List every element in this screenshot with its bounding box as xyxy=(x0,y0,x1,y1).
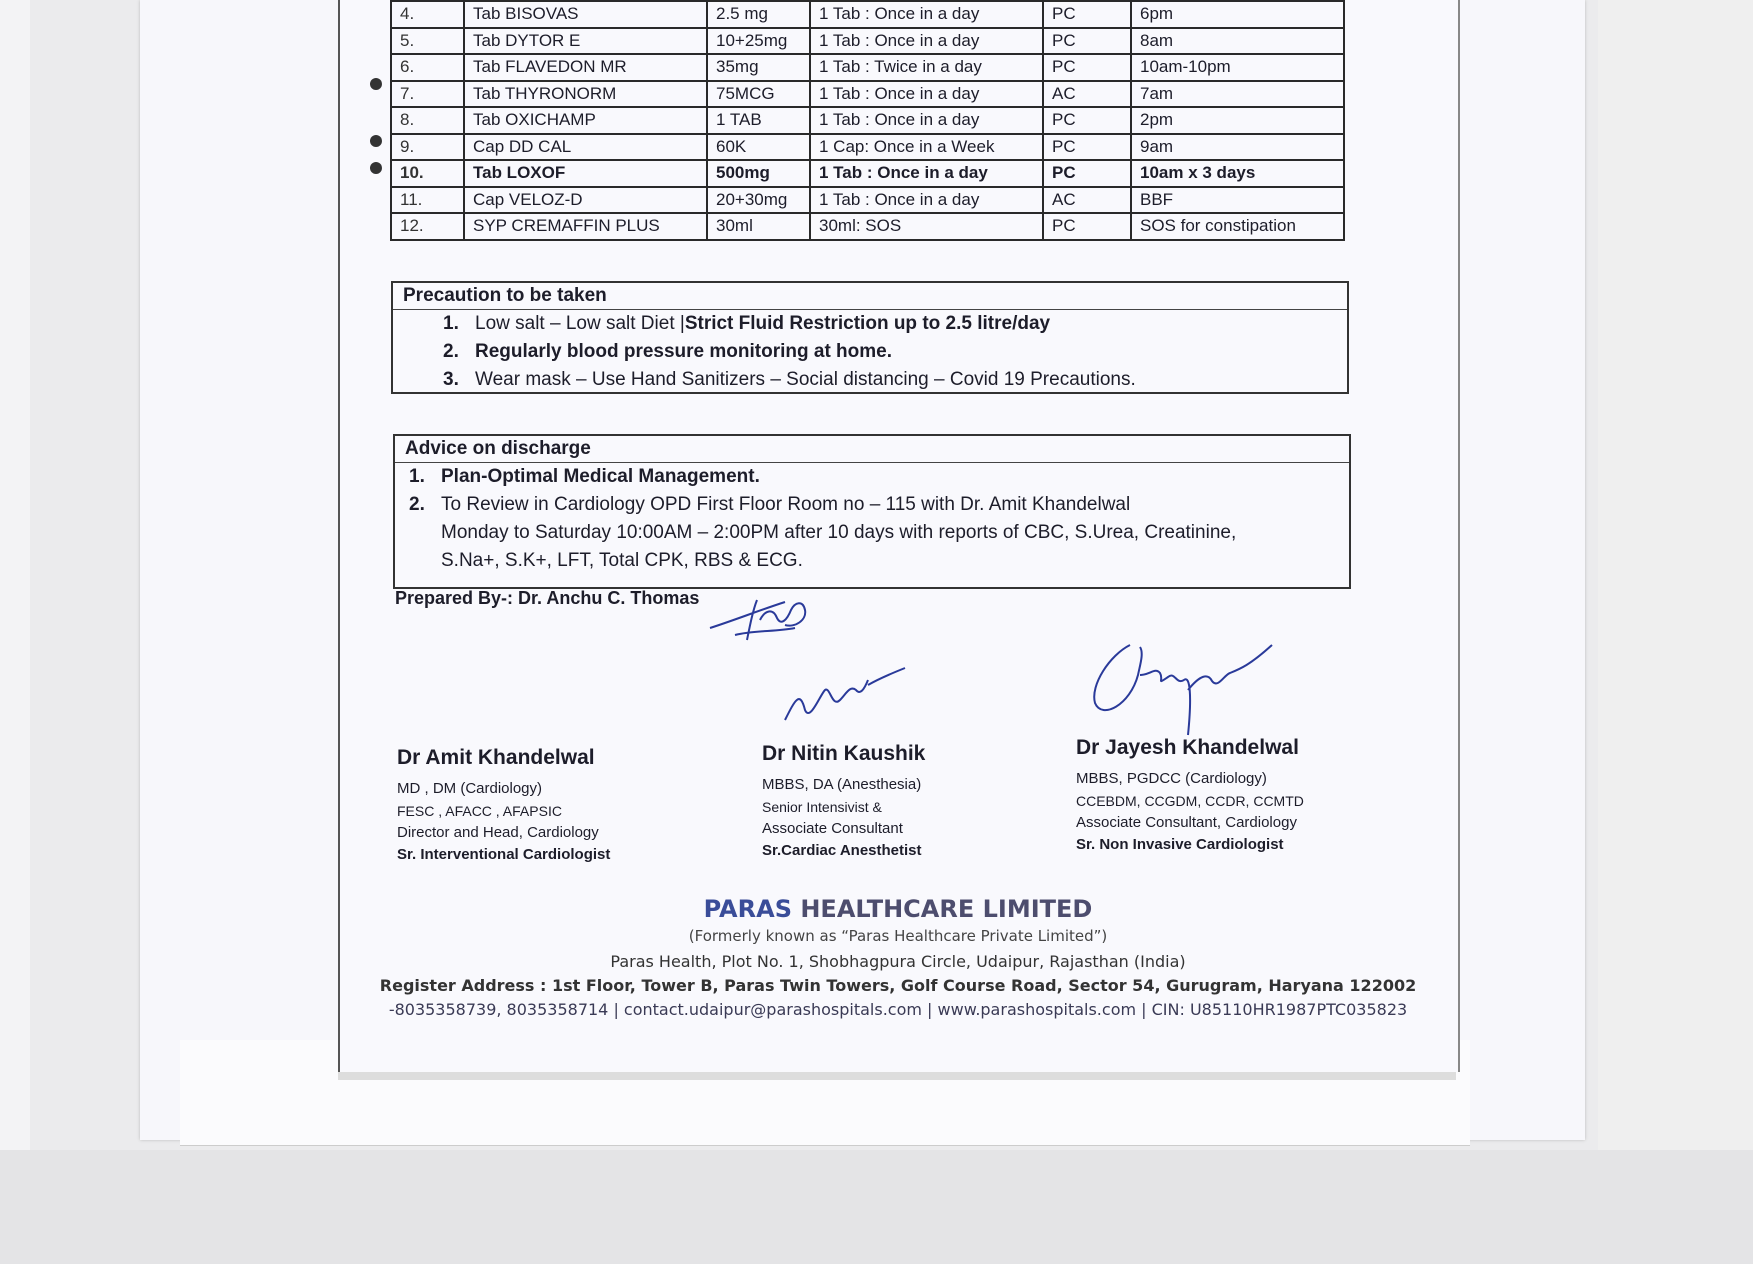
item-text: Wear mask – Use Hand Sanitizers – Social distancing – Covid 19 Precautions. xyxy=(475,369,1136,390)
formerly-known: (Formerly known as “Paras Healthcare Private Limited”) xyxy=(688,927,1108,945)
list-item xyxy=(443,338,1347,366)
advice-title: Advice on discharge xyxy=(395,436,1349,463)
table-cell-no: 9. xyxy=(391,134,464,161)
table-cell-timing: BBF xyxy=(1131,187,1344,214)
nitin-kaushik-signature xyxy=(780,660,910,730)
item-text: Regularly blood pressure monitoring at home. xyxy=(475,341,892,362)
doctor-position: Director and Head, Cardiology xyxy=(397,824,599,841)
advice-box xyxy=(393,434,1351,589)
doctor-block-nitin xyxy=(762,742,925,862)
table-cell-no: 12. xyxy=(391,213,464,240)
table-cell-timing: 2pm xyxy=(1131,107,1344,134)
table-cell-frequency: 1 Tab : Once in a day xyxy=(810,107,1043,134)
precaution-list xyxy=(393,310,1347,394)
item-number: 3. xyxy=(443,369,459,390)
table-cell-dose: 1 TAB xyxy=(707,107,810,134)
precaution-title: Precaution to be taken xyxy=(393,283,1347,310)
table-cell-no: 7. xyxy=(391,81,464,108)
table-row xyxy=(391,160,1344,187)
preparer-signature xyxy=(705,580,815,645)
page-shadow xyxy=(338,1072,1456,1080)
table-cell-name: Tab THYRONORM xyxy=(464,81,707,108)
table-cell-route: PC xyxy=(1043,107,1131,134)
table-cell-no: 4. xyxy=(391,1,464,28)
table-cell-frequency: 1 Tab : Twice in a day xyxy=(810,54,1043,81)
table-cell-dose: 20+30mg xyxy=(707,187,810,214)
doctor-name: Dr Amit Khandelwal xyxy=(397,746,595,769)
table-cell-frequency: 1 Cap: Once in a Week xyxy=(810,134,1043,161)
contact-line: -8035358739, 8035358714 | contact.udaipur@parashospitals.com | www.parashospitals.com | CIN: U85110HR1987PTC035823 xyxy=(388,1000,1408,1019)
table-cell-timing: 10am-10pm xyxy=(1131,54,1344,81)
table-cell-route: PC xyxy=(1043,1,1131,28)
table-cell-name: SYP CREMAFFIN PLUS xyxy=(464,213,707,240)
table-cell-dose: 30ml xyxy=(707,213,810,240)
table-cell-no: 6. xyxy=(391,54,464,81)
scan-left-edge xyxy=(0,0,30,1264)
doctor-qualification: MD , DM (Cardiology) xyxy=(397,780,543,797)
table-cell-route: PC xyxy=(1043,213,1131,240)
item-text: Plan-Optimal Medical Management. xyxy=(441,466,760,487)
doctor-position: Associate Consultant, Cardiology xyxy=(1076,814,1297,831)
item-number: 2. xyxy=(443,341,459,362)
doctor-position: Associate Consultant xyxy=(762,820,903,837)
table-cell-timing: SOS for constipation xyxy=(1131,213,1344,240)
advice-list xyxy=(395,463,1349,575)
punch-hole xyxy=(370,78,382,90)
table-row xyxy=(391,28,1344,55)
company-name xyxy=(340,895,1456,923)
doctor-title: Sr. Non Invasive Cardiologist xyxy=(1076,836,1284,853)
table-cell-name: Tab DYTOR E xyxy=(464,28,707,55)
table-row xyxy=(391,1,1344,28)
doctor-block-amit xyxy=(397,746,610,866)
brand-name: PARAS xyxy=(703,895,792,923)
punch-hole xyxy=(370,135,382,147)
doctor-qualification: MBBS, DA (Anesthesia) xyxy=(762,776,922,793)
doctor-block-jayesh xyxy=(1076,736,1304,856)
table-cell-route: AC xyxy=(1043,187,1131,214)
scan-right-edge xyxy=(1598,0,1753,1264)
list-item xyxy=(409,491,1349,519)
item-number: 2. xyxy=(409,494,425,515)
table-row xyxy=(391,54,1344,81)
table-cell-timing: 8am xyxy=(1131,28,1344,55)
table-cell-timing: 9am xyxy=(1131,134,1344,161)
table-cell-dose: 35mg xyxy=(707,54,810,81)
table-cell-dose: 75MCG xyxy=(707,81,810,108)
precaution-box xyxy=(391,281,1349,394)
item-number: 1. xyxy=(409,466,425,487)
table-cell-dose: 500mg xyxy=(707,160,810,187)
table-cell-timing: 6pm xyxy=(1131,1,1344,28)
table-cell-timing: 10am x 3 days xyxy=(1131,160,1344,187)
table-cell-route: AC xyxy=(1043,81,1131,108)
list-item xyxy=(443,310,1347,338)
hospital-address: Paras Health, Plot No. 1, Shobhagpura Circle, Udaipur, Rajasthan (India) xyxy=(610,952,1186,971)
table-cell-frequency: 1 Tab : Once in a day xyxy=(810,1,1043,28)
table-cell-route: PC xyxy=(1043,134,1131,161)
list-item-continuation: Monday to Saturday 10:00AM – 2:00PM after 10 days with reports of CBC, S.Urea, Creatinine, xyxy=(441,522,1237,543)
table-cell-name: Tab OXICHAMP xyxy=(464,107,707,134)
doctor-name: Dr Nitin Kaushik xyxy=(762,742,926,765)
table-cell-name: Cap VELOZ-D xyxy=(464,187,707,214)
list-item-continuation: S.Na+, S.K+, LFT, Total CPK, RBS & ECG. xyxy=(441,550,803,571)
table-cell-frequency: 1 Tab : Once in a day xyxy=(810,81,1043,108)
prepared-by: Prepared By-: Dr. Anchu C. Thomas xyxy=(395,588,700,608)
table-cell-no: 11. xyxy=(391,187,464,214)
doctor-qualification: MBBS, PGDCC (Cardiology) xyxy=(1076,770,1267,787)
table-cell-route: PC xyxy=(1043,54,1131,81)
company-name-rest: HEALTHCARE LIMITED xyxy=(800,895,1093,923)
table-cell-name: Tab BISOVAS xyxy=(464,1,707,28)
table-cell-name: Cap DD CAL xyxy=(464,134,707,161)
list-item xyxy=(409,463,1349,491)
table-cell-no: 5. xyxy=(391,28,464,55)
table-cell-name: Tab FLAVEDON MR xyxy=(464,54,707,81)
table-row xyxy=(391,213,1344,240)
table-row xyxy=(391,81,1344,108)
doctor-name: Dr Jayesh Khandelwal xyxy=(1076,736,1299,759)
punch-hole xyxy=(370,162,382,174)
table-row xyxy=(391,107,1344,134)
table-cell-timing: 7am xyxy=(1131,81,1344,108)
doctor-qualification: Senior Intensivist & xyxy=(762,799,882,815)
table-cell-frequency: 30ml: SOS xyxy=(810,213,1043,240)
table-cell-frequency: 1 Tab : Once in a day xyxy=(810,160,1043,187)
table-cell-dose: 2.5 mg xyxy=(707,1,810,28)
medication-table xyxy=(390,0,1345,241)
table-cell-frequency: 1 Tab : Once in a day xyxy=(810,28,1043,55)
table-row xyxy=(391,134,1344,161)
doctor-title: Sr.Cardiac Anesthetist xyxy=(762,842,922,859)
table-cell-no: 8. xyxy=(391,107,464,134)
scan-bottom-edge xyxy=(0,1150,1753,1264)
item-text: To Review in Cardiology OPD First Floor Room no – 115 with Dr. Amit Khandelwal xyxy=(441,494,1131,515)
doctor-qualification: FESC , AFACC , AFAPSIC xyxy=(397,803,562,819)
jayesh-khandelwal-signature xyxy=(1080,635,1280,745)
table-cell-frequency: 1 Tab : Once in a day xyxy=(810,187,1043,214)
item-number: 1. xyxy=(443,313,459,334)
table-cell-route: PC xyxy=(1043,160,1131,187)
item-bold-text: Strict Fluid Restriction up to 2.5 litre/day xyxy=(684,313,1051,334)
item-text: Low salt – Low salt Diet | xyxy=(475,313,685,334)
table-cell-no: 10. xyxy=(391,160,464,187)
table-cell-dose: 10+25mg xyxy=(707,28,810,55)
register-address: Register Address : 1st Floor, Tower B, Paras Twin Towers, Golf Course Road, Sector 54, Gurugram, Haryana 122002 xyxy=(379,976,1417,995)
list-item xyxy=(443,366,1347,394)
table-cell-route: PC xyxy=(1043,28,1131,55)
table-cell-name: Tab LOXOF xyxy=(464,160,707,187)
table-row xyxy=(391,187,1344,214)
doctor-title: Sr. Interventional Cardiologist xyxy=(397,846,611,863)
doctor-qualification: CCEBDM, CCGDM, CCDR, CCMTD xyxy=(1076,793,1304,809)
table-cell-dose: 60K xyxy=(707,134,810,161)
